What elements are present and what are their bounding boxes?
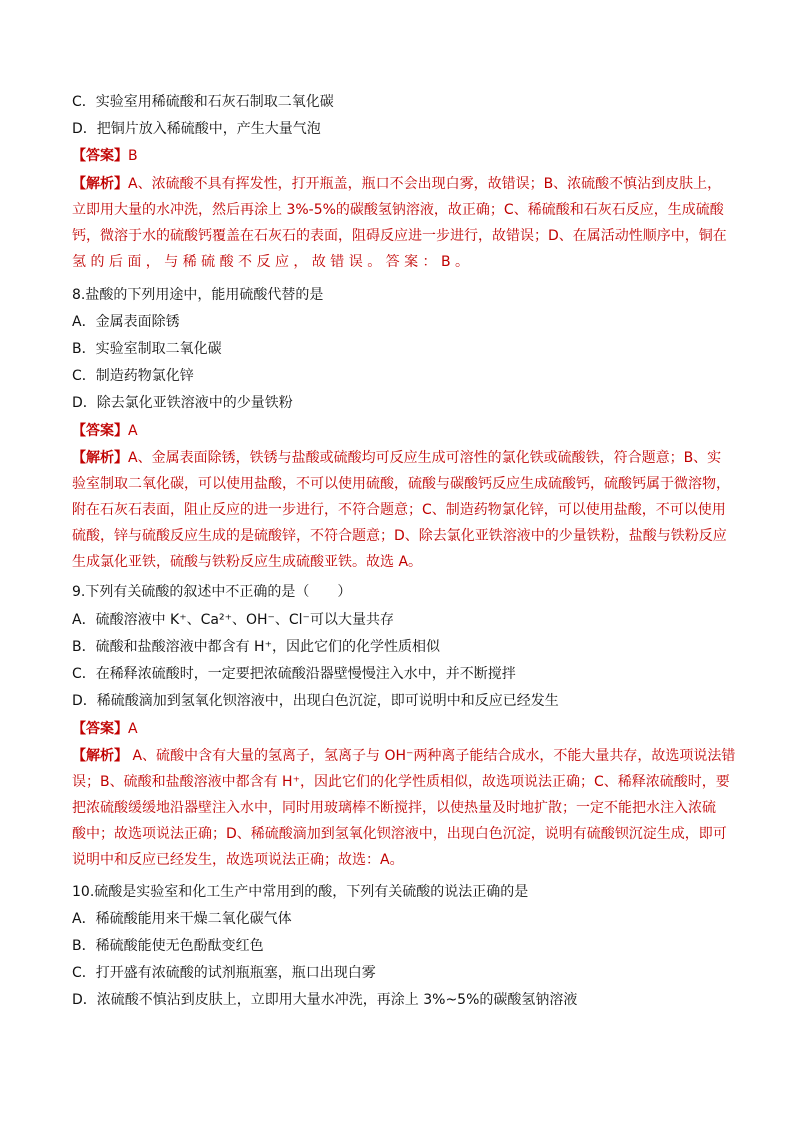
q9-option-b: B．硫酸和盐酸溶液中都含有 H⁺，因此它们的化学性质相似: [72, 639, 440, 655]
analysis-line: [72, 171, 722, 197]
analysis-text: A、金属表面除锈，铁锈与盐酸或硫酸均可反应生成可溶性的氯化铁或硫酸铁，符合题意；B、实: [128, 450, 722, 466]
q9-option-c: C．在稀释浓硫酸时，一定要把浓硫酸沿器壁慢慢注入水中，并不断搅拌: [72, 666, 516, 682]
analysis-line: 误；B、硫酸和盐酸溶液中都含有 H⁺，因此它们的化学性质相似，故选项说法正确；C、稀释浓硫酸时，要: [72, 774, 730, 790]
analysis-line: 附在石灰石表面，阻止反应的进一步进行，不符合题意；C、制造药物氯化锌，可以使用盐酸，不可以使用: [72, 502, 726, 518]
analysis-line: [72, 743, 736, 769]
analysis-line: 生成氯化亚铁，硫酸与铁粉反应生成硫酸亚铁。故选 A。: [72, 554, 423, 570]
analysis-line: 把浓硫酸缓缓地沿器壁注入水中，同时用玻璃棒不断搅拌，以使热量及时地扩散；一定不能把水注入浓硫: [72, 800, 716, 816]
analysis-line: 验室制取二氧化碳，可以使用盐酸，不可以使用硫酸，硫酸与碳酸钙反应生成硫酸钙，硫酸钙属于微溶物，: [72, 476, 730, 492]
q9-answer: [72, 719, 138, 739]
q8-answer: [72, 421, 138, 441]
answer-value: A: [128, 721, 138, 737]
q10-option-d: D．浓硫酸不慎沾到皮肤上，立即用大量水冲洗，再涂上 3%~5%的碳酸氢钠溶液: [72, 992, 578, 1008]
answer-tag: 【答案】: [72, 148, 128, 164]
analysis-text: A、硫酸中含有大量的氢离子，氢离子与 OH⁻两种离子能结合成水，不能大量共存，故选项说法错: [128, 748, 736, 764]
q7-option-c: C．实验室用稀硫酸和石灰石制取二氧化碳: [72, 94, 334, 110]
q8-option-c: C．制造药物氯化锌: [72, 368, 194, 384]
q7-answer: [72, 146, 138, 166]
analysis-line: [72, 445, 722, 471]
analysis-text: A、浓硫酸不具有挥发性，打开瓶盖，瓶口不会出现白雾，故错误；B、浓硫酸不慎沾到皮肤上，: [128, 176, 722, 192]
q8-stem: 8.盐酸的下列用途中，能用硫酸代替的是: [72, 287, 324, 303]
q7-option-d: D．把铜片放入稀硫酸中，产生大量气泡: [72, 121, 321, 137]
q9-stem: 9.下列有关硫酸的叙述中不正确的是（ ）: [72, 584, 352, 600]
analysis-tag: 【解析】: [72, 176, 128, 192]
answer-tag: 【答案】: [72, 423, 128, 439]
q8-analysis: [72, 445, 730, 575]
analysis-line: 说明中和反应已经发生，故选项说法正确；故选：A。: [72, 852, 404, 868]
q8-option-d: D．除去氯化亚铁溶液中的少量铁粉: [72, 395, 293, 411]
q8-option-a: A．金属表面除锈: [72, 314, 180, 330]
q9-analysis: [72, 743, 736, 873]
q10-option-b: B．稀硫酸能使无色酚酞变红色: [72, 938, 264, 954]
analysis-line: 硫酸，锌与硫酸反应生成的是硫酸锌，不符合题意；D、除去氯化亚铁溶液中的少量铁粉，盐酸与铁粉反应: [72, 528, 727, 544]
q7-analysis: [72, 171, 727, 275]
q9-option-d: D．稀硫酸滴加到氢氧化钡溶液中，出现白色沉淀，即可说明中和反应已经发生: [72, 693, 559, 709]
analysis-line: 立即用大量的水冲洗，然后再涂上 3%-5%的碳酸氢钠溶液，故正确；C、稀硫酸和石灰石反应，生成硫酸: [72, 202, 724, 218]
analysis-tag: 【解析】: [72, 450, 128, 466]
analysis-line: 钙，微溶于水的硫酸钙覆盖在石灰石的表面，阻碍反应进一步进行，故错误；D、在属活动性顺序中，铜在: [72, 228, 727, 244]
analysis-tag: 【解析】: [72, 748, 128, 764]
analysis-line: 氢 的 后 面 ， 与 稀 硫 酸 不 反 应 ， 故 错 误 。 答 案 ： B 。: [72, 254, 470, 270]
answer-value: A: [128, 423, 138, 439]
analysis-line: 酸中；故选项说法正确；D、稀硫酸滴加到氢氧化钡溶液中，出现白色沉淀，说明有硫酸钡沉淀生成，即可: [72, 826, 727, 842]
answer-value: B: [128, 148, 138, 164]
q10-option-c: C．打开盛有浓硫酸的试剂瓶瓶塞，瓶口出现白雾: [72, 965, 376, 981]
q9-option-a: A．硫酸溶液中 K⁺、Ca²⁺、OH⁻、Cl⁻可以大量共存: [72, 612, 394, 628]
q10-stem: 10.硫酸是实验室和化工生产中常用到的酸，下列有关硫酸的说法正确的是: [72, 884, 529, 900]
answer-tag: 【答案】: [72, 721, 128, 737]
q10-option-a: A．稀硫酸能用来干燥二氧化碳气体: [72, 911, 292, 927]
q8-option-b: B．实验室制取二氧化碳: [72, 341, 222, 357]
